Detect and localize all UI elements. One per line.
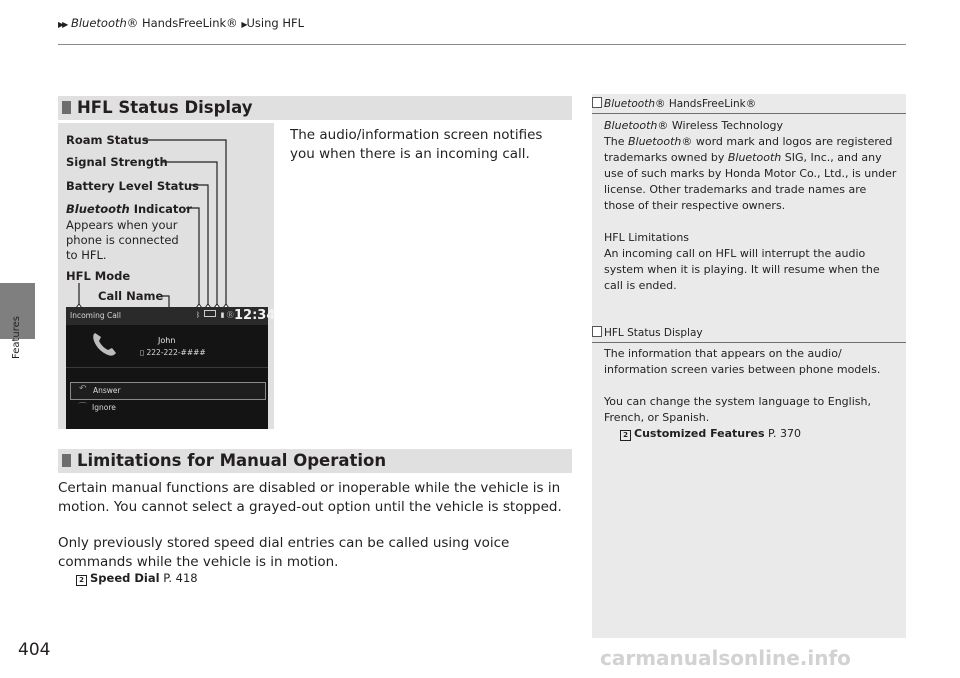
- status-icons: [196, 310, 234, 320]
- page-number: 404: [18, 640, 51, 660]
- screen-clock: 12:34: [234, 308, 276, 323]
- callout-bluetooth-indicator: [66, 202, 192, 216]
- bluetooth-icon: ᛒ: [196, 311, 201, 319]
- callout-bluetooth-rest: Indicator: [129, 202, 192, 216]
- limitations-paragraph-2: Only previously stored speed dial entries can be called using voice commands while the vehicle is in motion.: [58, 535, 510, 570]
- xref-page: P. 370: [768, 427, 801, 440]
- roam-icon: Ⓡ: [226, 311, 234, 319]
- caller-number-text: 222-222-####: [146, 348, 206, 357]
- phone-handset-icon: [90, 329, 120, 359]
- note2-body: [604, 346, 900, 442]
- note1-text-c: ® word mark and logos are registered trademarks owned by: [604, 135, 893, 164]
- note2-paragraph-2: You can change the system language to English, French, or Spanish.: [604, 395, 871, 424]
- callout-bluetooth-description: Appears when your phone is connected to HFL.: [66, 218, 179, 262]
- mobile-icon: ▯: [140, 348, 147, 357]
- hfl-intro-text: The audio/information screen notifies you when there is an incoming call.: [290, 127, 543, 162]
- signal-icon: ▮: [220, 311, 225, 319]
- breadcrumb-item-handsfreelink: ® HandsFreeLink®: [126, 16, 238, 30]
- answer-label: Answer: [93, 386, 121, 395]
- heading-square-icon: [62, 101, 71, 114]
- breadcrumb-item-bluetooth: Bluetooth: [70, 16, 127, 30]
- callout-bluetooth-italic: Bluetooth: [66, 202, 130, 216]
- callout-battery-level: Battery Level Status: [66, 179, 199, 193]
- xref-label: Customized Features: [634, 427, 765, 440]
- section-heading-text: Limitations for Manual Operation: [77, 451, 387, 470]
- note1-text-e: SIG, Inc., and any use of such marks by Honda Motor Co., Ltd., is under license. Other trademarks and trade names are those of their respective owners.: [604, 151, 897, 212]
- note2-rule: [592, 342, 906, 343]
- note1-text-d: Bluetooth: [727, 151, 782, 164]
- ignore-label: Ignore: [92, 403, 116, 412]
- note1-limit-body: An incoming call on HFL will interrupt the audio system when it is playing. It will resume when the call is ended.: [604, 247, 880, 292]
- xref-arrow-icon: 2: [620, 430, 631, 441]
- breadcrumb-arrow-icon: ▶: [241, 20, 246, 29]
- screen-divider: [66, 367, 268, 368]
- note1-sub-rest: ® Wireless Technology: [657, 119, 784, 132]
- note-icon: [592, 97, 602, 108]
- caller-name: John: [158, 336, 176, 345]
- note1-text-a: The: [604, 135, 628, 148]
- note1-limit-title: HFL Limitations: [604, 231, 690, 244]
- answer-icon: ↶: [79, 384, 87, 394]
- note2-title: [592, 326, 703, 339]
- ignore-icon: ⌒: [78, 403, 88, 413]
- heading-square-icon: [62, 454, 71, 467]
- xref-page: P. 418: [163, 571, 198, 585]
- note1-title: [592, 97, 756, 110]
- note1-sub-italic: Bluetooth: [604, 119, 658, 132]
- note1-paragraph: [604, 134, 900, 214]
- chapter-tab-label: Features: [11, 316, 22, 359]
- note1-rule: [592, 113, 906, 114]
- answer-button[interactable]: [70, 382, 266, 400]
- xref-arrow-icon: 2: [76, 575, 87, 586]
- breadcrumb-arrow-icon: ▶▶: [58, 20, 67, 29]
- note2-title-text: HFL Status Display: [604, 327, 703, 339]
- watermark: carmanualsonline.info: [600, 646, 851, 670]
- screen-title: Incoming Call: [70, 311, 121, 320]
- note1-text-b: Bluetooth: [627, 135, 682, 148]
- callout-signal-strength: Signal Strength: [66, 155, 168, 169]
- callout-hfl-mode: HFL Mode: [66, 269, 131, 283]
- breadcrumb-item-using-hfl: Using HFL: [246, 16, 305, 30]
- breadcrumb: [58, 16, 304, 30]
- note1-body: [604, 118, 900, 294]
- section-heading-limitations: [58, 449, 572, 473]
- xref-label: Speed Dial: [90, 571, 160, 585]
- callout-call-name: Call Name: [98, 289, 164, 303]
- incoming-call-screen: [66, 307, 276, 429]
- caller-number: [140, 348, 206, 357]
- ignore-button[interactable]: [70, 400, 264, 416]
- customized-features-xref[interactable]: [604, 426, 900, 442]
- limitations-paragraph-1: Certain manual functions are disabled or inoperable while the vehicle is in motion. You cannot select a grayed-out option until the vehicle is stopped.: [58, 480, 562, 515]
- section-heading-text: HFL Status Display: [77, 98, 253, 117]
- section-heading-hfl-status: [58, 96, 572, 120]
- callout-roam-status: Roam Status: [66, 133, 149, 147]
- battery-icon: [204, 310, 216, 317]
- note2-paragraph-1: The information that appears on the audio/ information screen varies between phone models.: [604, 347, 881, 376]
- speed-dial-xref[interactable]: [76, 571, 198, 586]
- note1-subtitle: [604, 118, 900, 134]
- note-icon: [592, 326, 602, 337]
- note1-title-rest: ® HandsFreeLink®: [654, 98, 757, 110]
- header-rule: [58, 44, 906, 45]
- note1-title-italic: Bluetooth: [604, 98, 655, 110]
